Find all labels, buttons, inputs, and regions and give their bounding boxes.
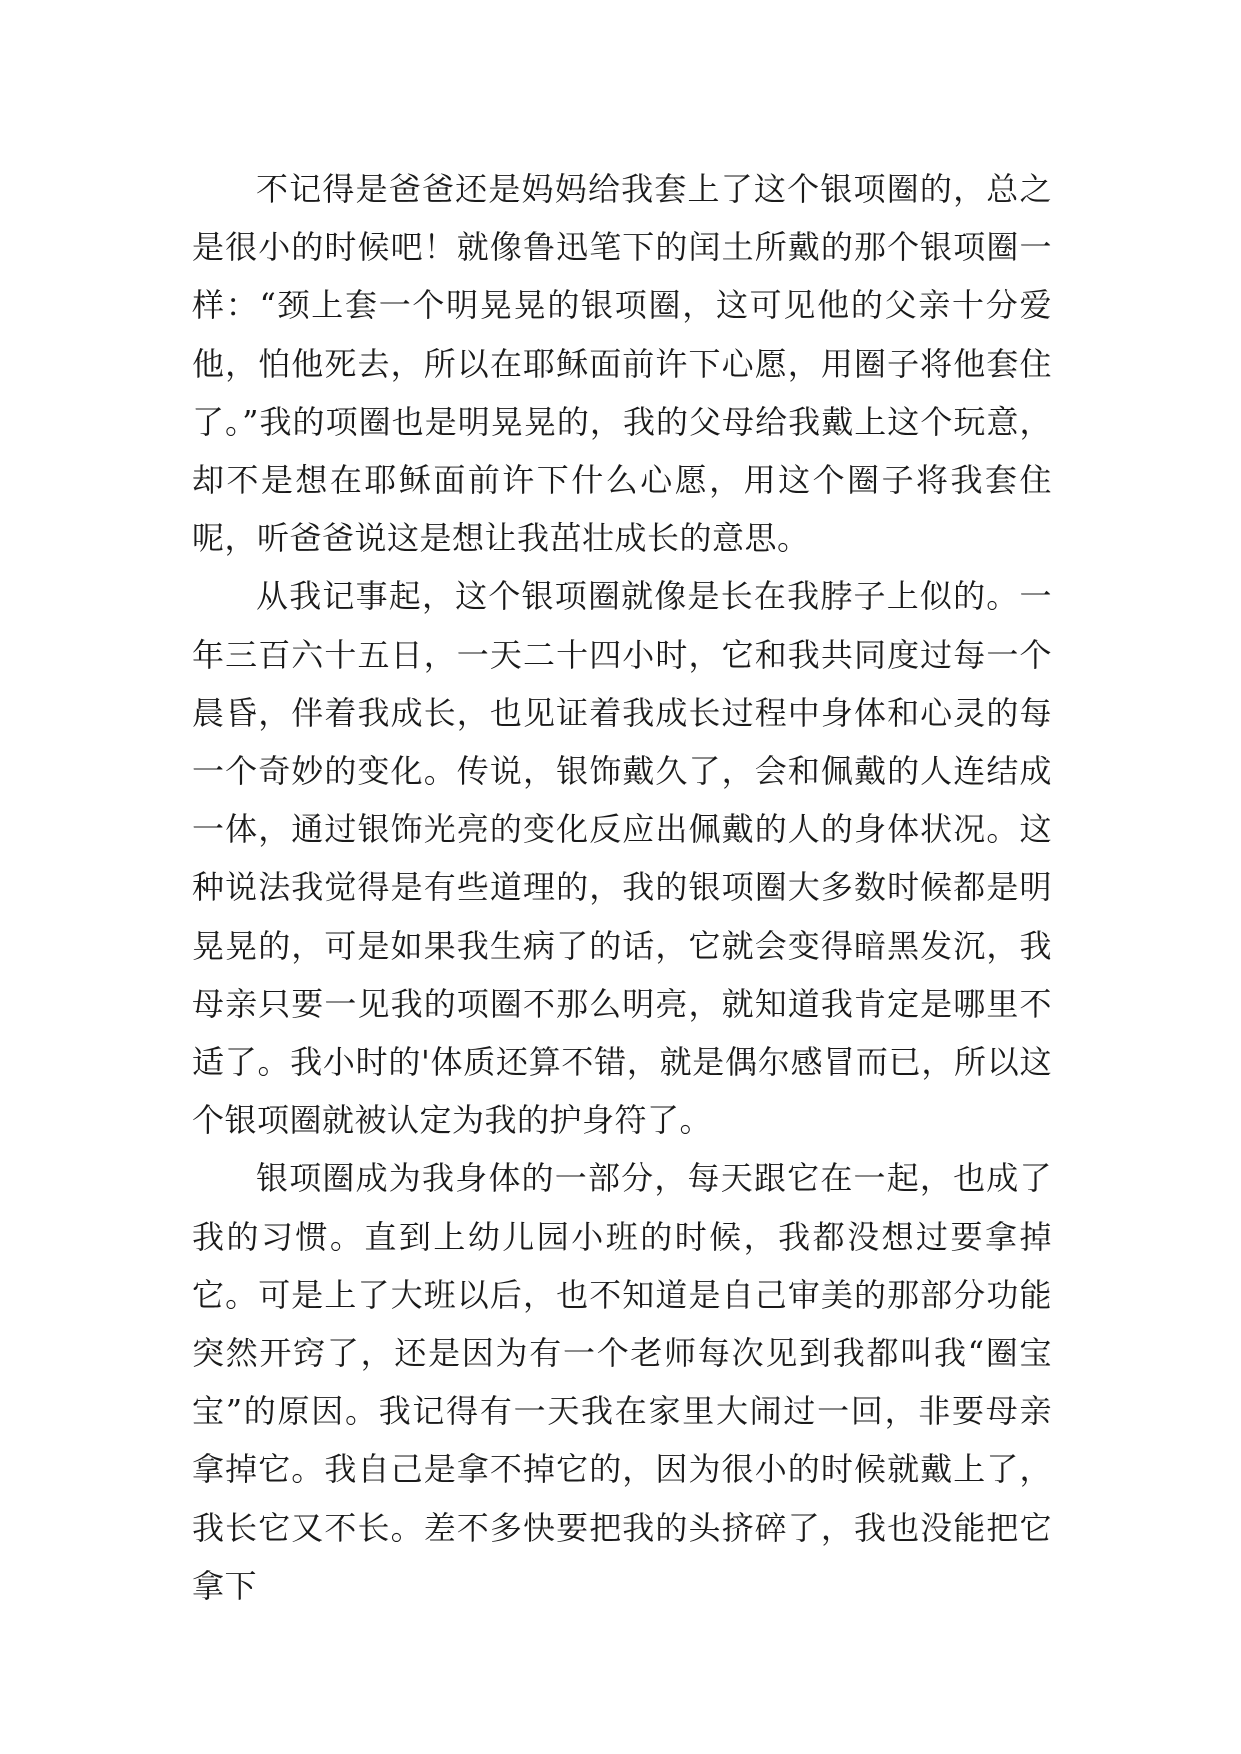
document-body: [192, 160, 1052, 1615]
paragraph-3: 银项圈成为我身体的一部分，每天跟它在一起，也成了我的习惯。直到上幼儿园小班的时候，我都没想过要拿掉它。可是上了大班以后，也不知道是自己审美的那部分功能突然开窍了，还是因为有一个老师每次见到我都叫我“圈宝宝”的原因。我记得有一天我在家里大闹过一回，非要母亲拿掉它。我自己是拿不掉它的，因为很小的时候就戴上了，我长它又不长。差不多快要把我的头挤碎了，我也没能把它拿下: [192, 1159, 1052, 1605]
paragraph-1: 不记得是爸爸还是妈妈给我套上了这个银项圈的，总之是很小的时候吧！就像鲁迅笔下的闰土所戴的那个银项圈一样：“颈上套一个明晃晃的银项圈，这可见他的父亲十分爱他，怕他死去，所以在耶稣面前许下心愿，用圈子将他套住了。”我的项圈也是明晃晃的，我的父母给我戴上这个玩意，却不是想在耶稣面前许下什么心愿，用这个圈子将我套住呢，听爸爸说这是想让我茁壮成长的意思。: [192, 170, 1052, 558]
paragraph-2: 从我记事起，这个银项圈就像是长在我脖子上似的。一年三百六十五日，一天二十四小时，它和我共同度过每一个晨昏，伴着我成长，也见证着我成长过程中身体和心灵的每一个奇妙的变化。传说，银饰戴久了，会和佩戴的人连结成一体，通过银饰光亮的变化反应出佩戴的人的身体状况。这种说法我觉得是有些道理的，我的银项圈大多数时候都是明晃晃的，可是如果我生病了的话，它就会变得暗黑发沉，我母亲只要一见我的项圈不那么明亮，就知道我肯定是哪里不适了。我小时的'体质还算不错，就是偶尔感冒而已，所以这个银项圈就被认定为我的护身符了。: [192, 577, 1052, 1140]
